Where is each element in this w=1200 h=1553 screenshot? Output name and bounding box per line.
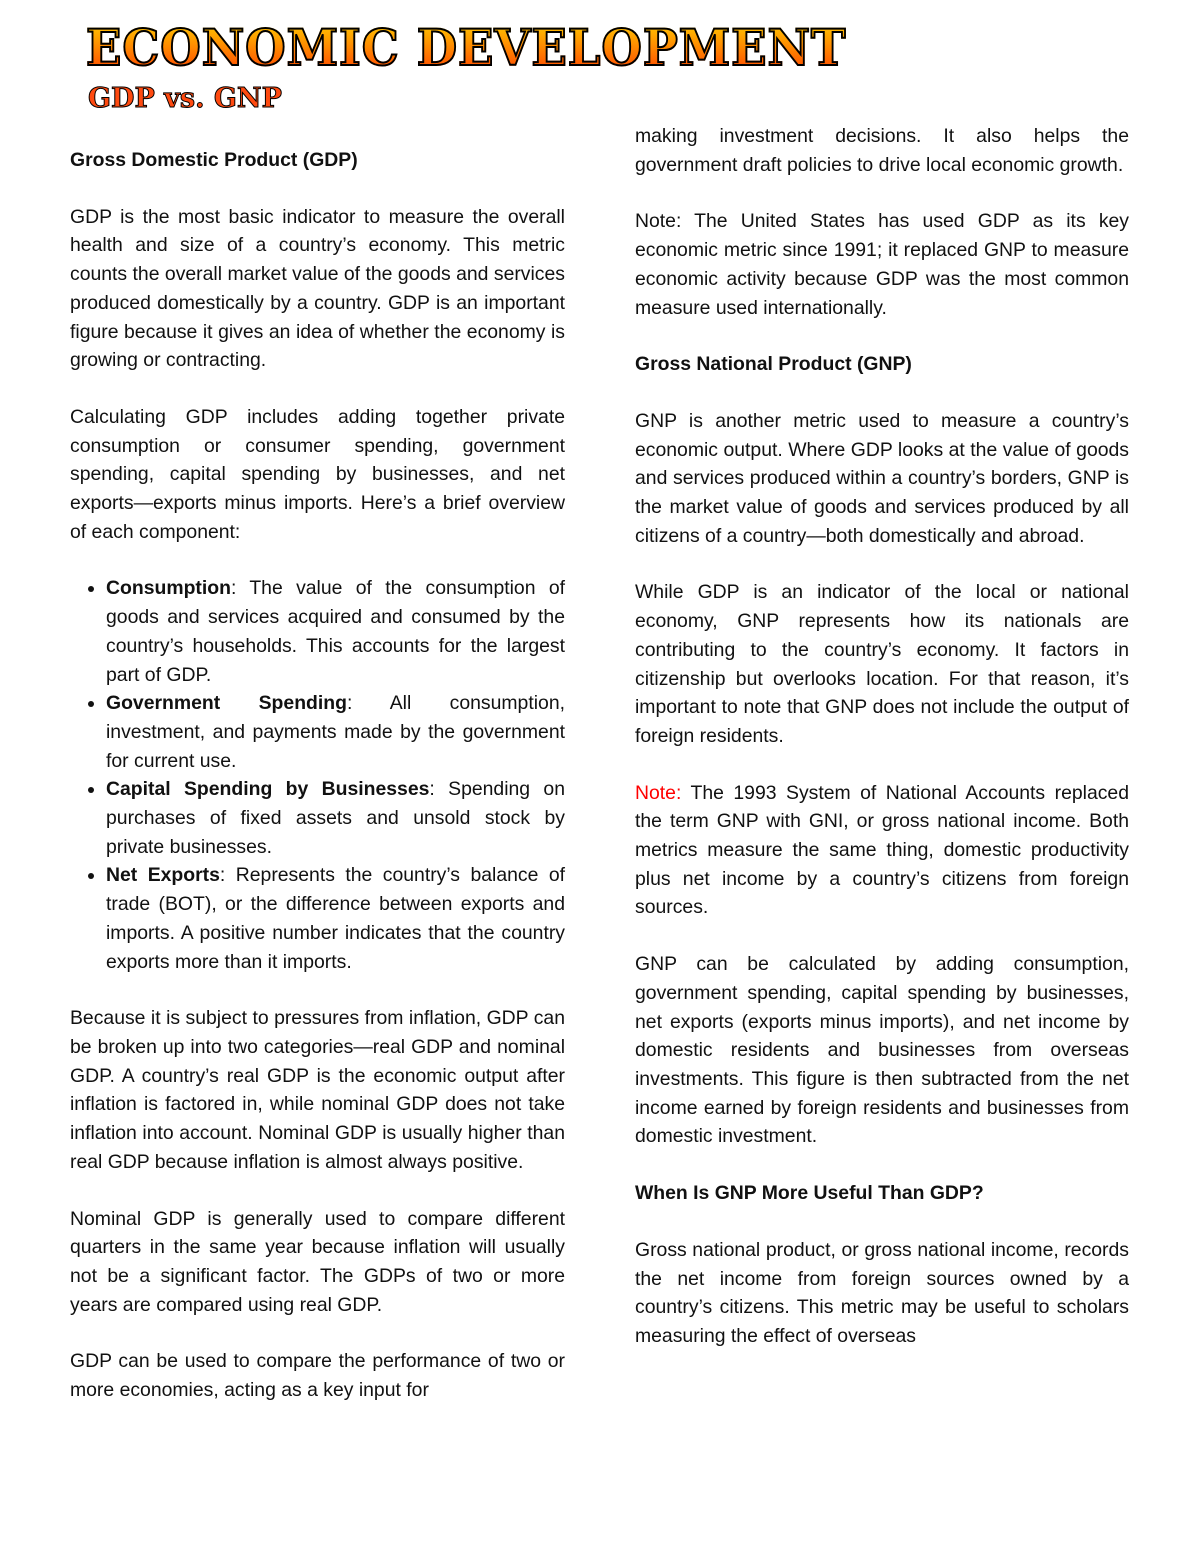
definition: : The value of the consumption of goods and services acquired and consumed by the country’s households. This accounts for the largest part of GDP. (106, 577, 565, 686)
list-item (106, 861, 565, 976)
term: Net Exports (106, 864, 220, 887)
paragraph: GDP is the most basic indicator to measure the overall health and size of a country’s economy. This metric counts the overall market value of the goods and services produced domestically by a country. GDP is an important figure because it gives an idea of whether the economy is growing or contracting. (70, 205, 565, 372)
paragraph: Calculating GDP includes adding together private consumption or consumer spending, government spending, capital spending by businesses, and net exports—exports minus imports. Here’s a brief overview of each component: (70, 405, 565, 543)
gnp-heading: Gross National Product (GNP) (635, 353, 912, 376)
paragraph: GNP can be calculated by adding consumption, government spending, capital spending by businesses, net exports (exports minus imports), and net income by domestic residents and businesses from overseas investments. This figure is then subtracted from the net income earned by foreign residents and businesses from domestic investment. (635, 953, 1129, 1148)
component-list (70, 574, 565, 976)
paragraph: GNP is another metric used to measure a country’s economic output. Where GDP looks at the value of goods and services produced within a country’s borders, GNP is the market value of goods and services produced by all citizens of a country—both domestically and abroad. (635, 409, 1129, 547)
right-column (635, 122, 1129, 1379)
page-subtitle: GDP vs. GNP (88, 83, 282, 114)
note-text: The 1993 System of National Accounts replaced the term GNP with GNI, or gross national income. Both metrics measure the same thing, domestic productivity plus net income by a country’s citizens from foreign sources. (635, 781, 1129, 919)
term: Government Spending (106, 692, 347, 715)
paragraph: Nominal GDP is generally used to compare different quarters in the same year because inflation will usually not be a significant factor. The GDPs of two or more years are compared using real GDP. (70, 1207, 565, 1316)
list-item (106, 574, 565, 689)
note-label: Note: (635, 781, 682, 804)
list-item (106, 775, 565, 861)
paragraph: While GDP is an indicator of the local or national economy, GNP represents how its nationals are contributing to the country’s economy. It factors in citizenship but overlooks location. For that reason, it’s important to note that GNP does not include the output of foreign residents. (635, 581, 1129, 747)
gnp-useful-heading: When Is GNP More Useful Than GDP? (635, 1182, 984, 1205)
paragraph: Note: The United States has used GDP as its key economic metric since 1991; it replaced GNP to measure economic activity because GDP was the most common measure used internationally. (635, 210, 1129, 319)
definition: : Spending on purchases of fixed assets and unsold stock by private businesses. (106, 778, 565, 858)
definition: : Represents the country’s balance of trade (BOT), or the difference between exports and imports. A positive number indicates that the country exports more than it imports. (106, 864, 566, 973)
paragraph: Gross national product, or gross national income, records the net income from foreign sources owned by a country’s citizens. This metric may be useful to scholars measuring the effect of overseas (635, 1238, 1129, 1347)
paragraph: making investment decisions. It also helps the government draft policies to drive local economic growth. (635, 125, 1129, 176)
left-column (70, 146, 565, 1433)
paragraph: Because it is subject to pressures from inflation, GDP can be broken up into two categories—real GDP and nominal GDP. A country’s real GDP is the economic output after inflation is factored in, while nominal GDP does not take inflation into account. Nominal GDP is usually higher than real GDP because inflation is almost always positive. (70, 1007, 565, 1173)
paragraph (635, 779, 1129, 923)
definition: : All consumption, investment, and payments made by the government for current use. (106, 692, 565, 772)
gdp-heading: Gross Domestic Product (GDP) (70, 149, 358, 171)
term: Capital Spending by Businesses (106, 778, 430, 801)
list-item (106, 689, 565, 775)
paragraph: GDP can be used to compare the performance of two or more economies, acting as a key input for (70, 1350, 565, 1402)
term: Consumption (106, 577, 231, 600)
page-title: ECONOMIC DEVELOPMENT (86, 18, 847, 77)
